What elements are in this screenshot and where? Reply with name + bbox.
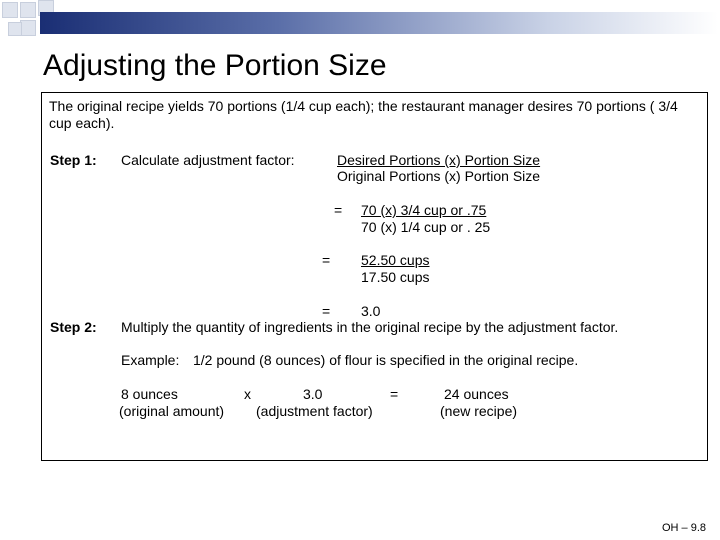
- new-recipe-value: 24 ounces: [444, 386, 509, 402]
- fraction1-denominator: Original Portions (x) Portion Size: [337, 168, 541, 184]
- step1-label: Step 1:: [50, 152, 97, 168]
- example-text: 1/2 pound (8 ounces) of flour is specified in the original recipe.: [193, 352, 579, 368]
- slide-footer: OH – 9.8: [661, 522, 706, 534]
- adjustment-factor-value: 3.0: [303, 386, 323, 402]
- fraction1-numerator: Desired Portions (x) Portion Size: [337, 152, 541, 168]
- adjustment-factor-result: 3.0: [361, 303, 381, 319]
- original-amount-value: 8 ounces: [121, 386, 178, 402]
- fraction2-numerator: 70 (x) 3/4 cup or .75: [361, 202, 487, 218]
- fraction3-denominator: 17.50 cups: [361, 269, 430, 285]
- adjustment-factor-label: (adjustment factor): [256, 403, 373, 419]
- slide-title: Adjusting the Portion Size: [43, 49, 387, 82]
- new-recipe-label: (new recipe): [440, 403, 518, 419]
- header-band: [40, 12, 718, 34]
- original-amount-label: (original amount): [119, 403, 225, 419]
- fraction3-numerator: 52.50 cups: [361, 252, 430, 268]
- intro-text: The original recipe yields 70 portions (1/4 cup each); the restaurant manager desires 70 portions ( 3/4 cup each).: [49, 98, 678, 131]
- equals-sign-4: =: [390, 386, 399, 402]
- equals-sign-1: =: [334, 202, 343, 218]
- multiply-sign: x: [244, 386, 251, 402]
- step1-text: Calculate adjustment factor:: [121, 152, 295, 168]
- example-label: Example:: [121, 352, 180, 368]
- equals-sign-2: =: [322, 252, 331, 268]
- fraction2-denominator: 70 (x) 1/4 cup or . 25: [361, 219, 491, 235]
- step2-label: Step 2:: [50, 319, 97, 335]
- step2-text: Multiply the quantity of ingredients in the original recipe by the adjustment factor.: [121, 319, 619, 335]
- equals-sign-3: =: [322, 303, 331, 319]
